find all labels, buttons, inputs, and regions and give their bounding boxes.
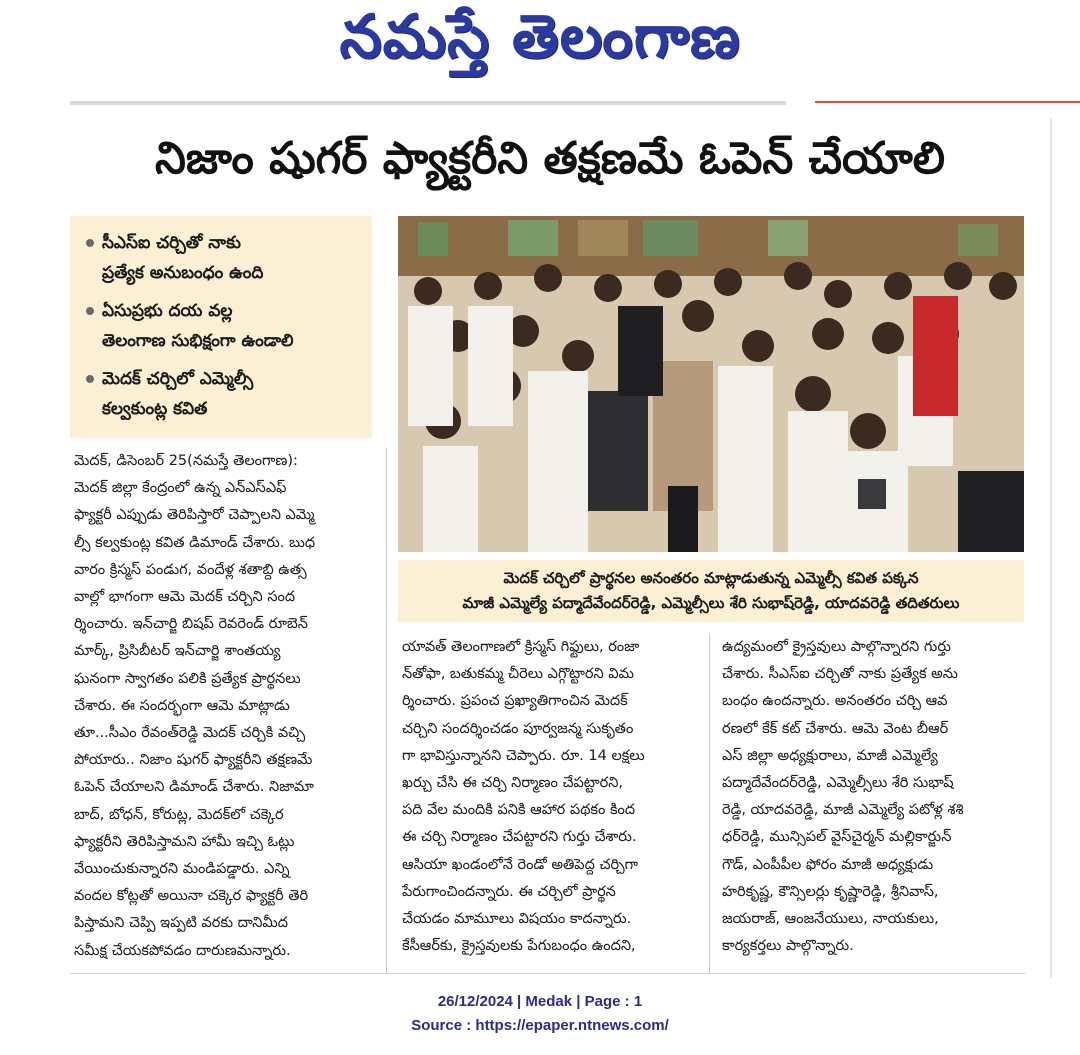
article-column-2 xyxy=(402,634,696,960)
highlight-item xyxy=(80,364,364,424)
article-line: చర్చిని సందర్శించడం పూర్వజన్మ సుకృతం xyxy=(402,720,634,737)
article-line: మెదక్‌, డిసెంబర్‌ 25(నమస్తే తెలంగాణ): xyxy=(74,453,298,469)
article-line: కేసీఆర్‌కు, క్రైస్తవులకు పేగుబంధం ఉందని, xyxy=(402,938,636,955)
article-line: బాద్‌, బోధన్‌, కోరుట్ల, మెదక్‌లో చక్కెర xyxy=(74,806,284,823)
caption-line: మెదక్‌ చర్చిలో ప్రార్థనల అనంతరం మాట్లాడుతున్న ఎమ్మెల్సీ కవిత పక్కన xyxy=(503,569,919,587)
highlight-line: తెలంగాణ సుభిక్షంగా ఉండాలి xyxy=(102,331,294,351)
highlights-box xyxy=(70,216,372,438)
article-line: చేశారు. ఈ సందర్భంగా ఆమె మాట్లాడు xyxy=(74,697,290,714)
highlight-line: ప్రత్యేక అనుబంధం ఉంది xyxy=(102,263,264,283)
article-line: తూ...సీఎం రేవంత్‌రెడ్డి మెదక్‌ చర్చికి వచ్చి xyxy=(74,725,306,742)
masthead-rule xyxy=(70,101,786,105)
article-line: చేయడం మామూలు విషయం కాదన్నారు. xyxy=(402,911,632,928)
article-line: ఆసియా ఖండంలోనే రెండో అతిపెద్ద చర్చిగా xyxy=(402,856,639,873)
article-line: హరికృష్ణ, కౌన్సిలర్లు కృష్ణారెడ్డి, శ్రీనివాస్‌, xyxy=(722,883,939,900)
photo-caption xyxy=(398,560,1024,622)
article-line: గౌడ్‌, ఎంపీపీల ఫోరం మాజీ అధ్యక్షుడు xyxy=(722,856,934,873)
bullet-icon xyxy=(86,307,94,315)
newspaper-logo: నమస్తే తెలంగాణ xyxy=(339,2,741,72)
page-footer xyxy=(0,990,1080,1038)
article-line: సమీక్ష చేయకపోవడం దారుణమన్నారు. xyxy=(74,942,291,959)
news-photo xyxy=(398,216,1024,552)
bullet-icon xyxy=(86,239,94,247)
article-line: ధర్‌రెడ్డి, మున్సిపల్‌ వైస్‌చైర్మన్‌ మల్లికార్జున్‌ xyxy=(722,829,952,846)
article-line: పది వేల మందికి పనికి ఆహార పథకం కింద xyxy=(402,802,636,819)
article-line: పద్మాదేవేందర్‌రెడ్డి, ఎమ్మెల్సీలు శేరి సుభాష్‌ xyxy=(722,775,954,792)
article-line: ఖర్చు చేసి ఈ చర్చి నిర్మాణం చేపట్టారని, xyxy=(402,775,624,792)
article-line: న్‌తోఫా, బతుకమ్మ చీరెలు ఎగ్గొట్టారని విమ xyxy=(402,666,634,683)
article-line: ర్శించారు. ఇన్‌చార్జి బిషప్‌ రెవరెండ్‌ రూబెన్‌ xyxy=(74,616,308,633)
article-line: చేశారు. సీఎస్‌ఐ చర్చితో నాకు ప్రత్యేక అను xyxy=(722,666,958,683)
article-line: ఉద్యమంలో క్రైస్తవులు పాల్గొన్నారని గుర్తు xyxy=(722,639,951,655)
article-line: ఫ్యాక్టరీ ఎప్పుడు తెరిపిస్తారో చెప్పాలని ఎమ్మె xyxy=(74,507,315,524)
article-line: జయరాజ్‌, ఆంజనేయులు, నాయకులు, xyxy=(722,911,939,928)
highlight-line: ఏసుప్రభు దయ వల్ల xyxy=(102,301,233,321)
article-line: పేరుగాంచిందన్నారు. ఈ చర్చిలో ప్రార్థన xyxy=(402,883,616,900)
masthead xyxy=(0,0,1080,100)
footer-source-link[interactable]: Source : https://epaper.ntnews.com/ xyxy=(411,1017,669,1034)
article-line: వేయించుకున్నారని మండిపడ్డారు. ఎన్ని xyxy=(74,861,290,878)
article-column-1 xyxy=(74,448,374,965)
article-line: ఫ్యాక్టరీని తెరిపిస్తామని హామీ ఇచ్చి ఓట్లు xyxy=(74,833,295,850)
church-group-photo xyxy=(398,216,1024,552)
article-line: కార్యకర్తలు పాల్గొన్నారు. xyxy=(722,938,854,955)
masthead-accent-rule xyxy=(815,101,1080,103)
article-line: బంధం ఉందన్నారు. అనంతరం చర్చి ఆవ xyxy=(722,693,948,710)
footer-dateline: 26/12/2024 | Medak | Page : 1 xyxy=(437,993,643,1010)
article-line: మార్క్‌, ప్రిసిబీటర్‌ ఇన్‌చార్జి శాంతయ్య xyxy=(74,643,281,660)
article-line: ఎస్‌ జిల్లా అధ్యక్షురాలు, మాజీ ఎమ్మెల్యే xyxy=(722,747,938,764)
page-edge-line xyxy=(1050,118,1052,978)
article-line: ల్సీ కల్వకుంట్ల కవిత డిమాండ్‌ చేశారు. బుధ xyxy=(74,534,316,551)
bullet-icon xyxy=(86,375,94,383)
highlight-line: మెదక్‌ చర్చిలో ఎమ్మెల్సీ xyxy=(102,369,254,389)
article-line: వాల్లో భాగంగా ఆమె మెదక్‌ చర్చిని సంద xyxy=(74,589,296,606)
article-line: గా భావిస్తున్నానని చెప్పారు. రూ. 14 లక్షలు xyxy=(402,747,645,764)
article-line: ఓపెన్‌ చేయాలని డిమాండ్‌ చేశారు. నిజామా xyxy=(74,779,314,796)
highlight-item xyxy=(80,296,364,356)
article-line: వందల కోట్లతో అయినా చక్కెర ఫ్యాక్టరీ తెరి xyxy=(74,888,309,905)
article-line: పిస్తామని చెప్పి ఇప్పటి వరకు దానిమీద xyxy=(74,915,288,932)
bottom-rule xyxy=(70,973,1025,974)
article-line: ఘనంగా స్వాగతం పలికి ప్రత్యేక ప్రార్థనలు xyxy=(74,670,301,687)
caption-line: మాజీ ఎమ్మెల్యే పద్మాదేవేందర్‌రెడ్డి, ఎమ్మెల్సీలు శేరి సుభాష్‌రెడ్డి, యాదవరెడ్డి తదితరులు xyxy=(462,594,960,612)
article-line: యావత్‌ తెలంగాణలో క్రిస్మస్‌ గిఫ్టులు, రంజా xyxy=(402,639,640,655)
article-line: రణలో కేక్‌ కట్‌ చేశారు. ఆమె వెంట బీఆర్‌ xyxy=(722,720,949,737)
highlight-line: సీఎస్‌ఐ చర్చితో నాకు xyxy=(102,233,241,253)
article-line: పోయారు.. నిజాం షుగర్‌ ఫ్యాక్టరీని తక్షణమే xyxy=(74,752,313,769)
column-divider xyxy=(386,448,387,973)
article-headline: నిజాం షుగర్‌ ఫ్యాక్టరీని తక్షణమే ఓపెన్‌ చేయాలి xyxy=(155,133,945,184)
article-column-3 xyxy=(722,634,1024,960)
article-line: ర్శించారు. ప్రపంచ ప్రఖ్యాతిగాంచిన మెదక్‌ xyxy=(402,693,628,710)
article-line: వారం క్రిస్మస్‌ పండుగ, వందేళ్ల శతాబ్ది ఉత్స xyxy=(74,561,307,578)
highlight-item xyxy=(80,228,364,288)
column-divider xyxy=(709,634,710,973)
article-line: రెడ్డి, యాదవరెడ్డి, మాజీ ఎమ్మెల్యే పటోళ్ల శశి xyxy=(722,802,964,819)
article-line: మెదక్‌ జిల్లా కేంద్రంలో ఉన్న ఎన్‌ఎస్‌ఎఫ్‌ xyxy=(74,480,287,497)
highlight-line: కల్వకుంట్ల కవిత xyxy=(102,399,208,419)
article-line: ఈ చర్చి నిర్మాణం చేపట్టారని గుర్తు చేశారు. xyxy=(402,829,637,846)
